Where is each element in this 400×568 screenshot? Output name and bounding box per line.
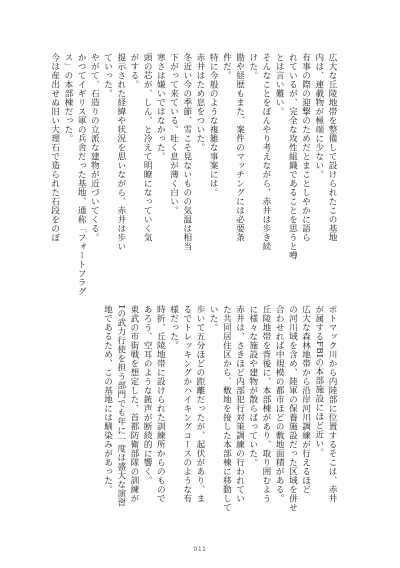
text-line: 提示された経緯や状況を思いながら、赤井は歩い: [115, 53, 126, 251]
text-line: 時折、丘陵地帯に設けられた訓練所からのもので: [155, 305, 166, 503]
text-line: れているが、完全な攻性組織であることを思うと噂: [287, 53, 298, 260]
text-line: 下がって来ている。吐く息が薄く白い。: [168, 53, 179, 215]
text-line: がする。: [128, 53, 139, 89]
text-line: ていった。: [102, 53, 113, 98]
text-line: ス」の本部棟だった。: [62, 53, 73, 143]
text-line: あろう、空耳のような銃声が断続的に響く。: [142, 305, 153, 485]
upper-text-block: [48, 53, 338, 296]
text-line: 丘陵地帯を背後に、本部棟があり、取り囲むよう: [260, 305, 271, 503]
text-line: 東武の市街戦を想定した、首都防衛部隊の訓練が: [128, 305, 139, 503]
text-line: 件だ。: [221, 53, 232, 80]
text-line: ポトマック川から内陸部に位置するそこは、赤井: [327, 305, 337, 503]
text-line: 合わせれば中規模の都市ほどの敷地面積がある。: [274, 305, 285, 503]
text-line: 広大な丘陵地帯を整備して設けられたこの基地: [327, 53, 337, 242]
lower-text-block: [100, 305, 338, 531]
text-line: いた。: [208, 305, 219, 332]
text-line: やがて、石造りの立派な建物が近づいてくる。: [89, 53, 100, 242]
text-line: 特に今般のような複雑な事案には。: [208, 53, 219, 197]
text-line: 赤井は、さきほど内部犯行対策調練の行われてい: [234, 305, 245, 503]
text-line: 冬近い今の季節、雪こそ見ないものの気温は相当: [181, 53, 192, 251]
text-line: 赤井はため息をついた。: [194, 53, 205, 152]
text-line: とは言い難い。: [274, 53, 285, 116]
text-line: が属するFBIの本部施設にほど近い。: [313, 305, 324, 457]
page-number: 011: [193, 546, 207, 553]
text-line: 歩いて五分ほどの距離だったが、起伏があり、ま: [194, 305, 205, 503]
text-line: けた。: [247, 53, 258, 80]
text-line: 勘や経歴もまた、案件のマッチングには必要条: [234, 53, 245, 242]
text-line: 内は、連載物が極端に少ない。: [313, 53, 324, 179]
text-line: Iの武力行使を担う部門でも年に一度は盛大な演習: [115, 305, 126, 507]
text-line: 今は産出せぬ旧い大理石で造られた石段をのぼ: [49, 53, 60, 242]
text-line: 様だった。: [168, 305, 179, 350]
text-line: の河川域を含め、陸軍の保養施設だった区域を併せ: [287, 305, 298, 512]
text-line: 頭の芯が、しん、と冷えて明瞭になっていく気: [142, 53, 153, 242]
text-line: そんなことをぼんやり考えながら、赤井は歩き続: [260, 53, 271, 251]
text-line: 有事の際の迎撃のためだとまことしやかに語ら: [300, 53, 311, 242]
text-line: た共同居住区から、敷地を接した本部棟に移動して: [221, 305, 232, 512]
text-line: 地であるため、この基地には馴染みがあった。: [102, 305, 113, 494]
text-line: るでトレッキングかハイキングコースのような有: [181, 305, 192, 503]
text-line: 広大な森林地帯から沿岸河川調練が行えるほど: [300, 305, 311, 494]
text-line: に様々な施設や建物が散らばっていた。: [247, 305, 258, 467]
text-line: 寒さは嫌いではなかった。: [155, 53, 166, 161]
text-line: かつてイギリス軍の兵舎だった基地、通称「フォートフラグ: [76, 53, 87, 296]
